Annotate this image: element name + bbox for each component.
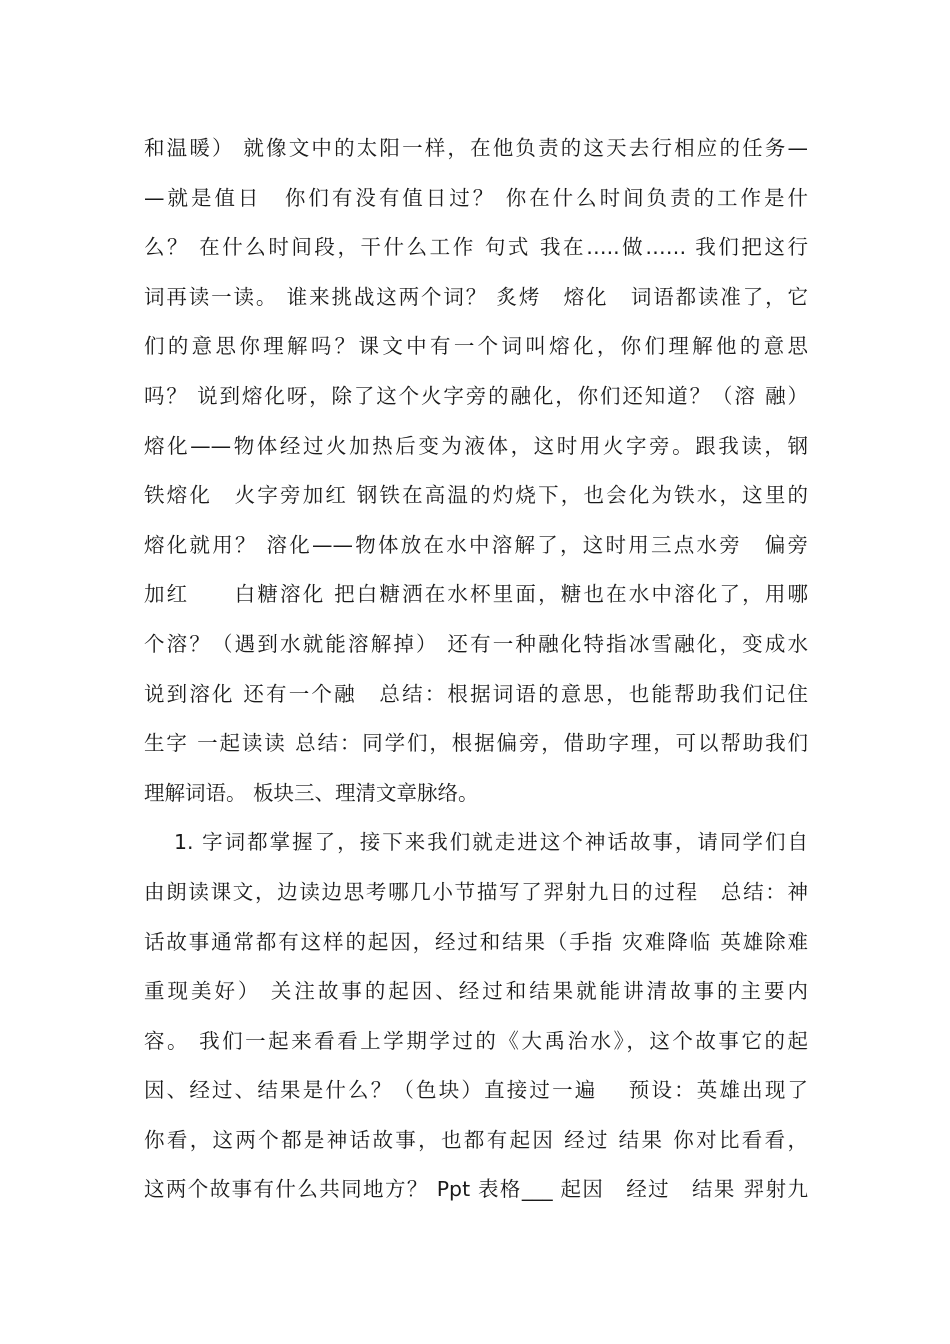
text-line: 熔化——物体经过火加热后变为液体，这时用火字旁。跟我读，钢 xyxy=(144,433,808,458)
text-line: 加红 白糖溶化 把白糖洒在水杯里面，糖也在水中溶化了，用哪 xyxy=(144,582,808,607)
text-line: 么？ 在什么时间段，干什么工作 句式 我在…..做…… 我们把这行 xyxy=(144,235,808,260)
text-line: 1. 字词都掌握了，接下来我们就走进这个神话故事，请同学们自 xyxy=(174,830,808,855)
text-line: 容。 我们一起来看看上学期学过的《大禹治水》，这个故事它的起 xyxy=(144,1028,808,1053)
body-text xyxy=(144,124,808,1215)
text-line: —就是值日 你们有没有值日过？ 你在什么时间负责的工作是什 xyxy=(144,185,808,210)
text-line: 熔化就用？ 溶化——物体放在水中溶解了，这时用三点水旁 偏旁 xyxy=(144,532,808,557)
text-line: 理解词语。 板块三、理清文章脉络。 xyxy=(144,780,479,805)
text-line: 生字 一起读读 总结：同学们，根据偏旁，借助字理，可以帮助我们 xyxy=(144,731,808,756)
text-line: 话故事通常都有这样的起因，经过和结果（手指 灾难降临 英雄除难 xyxy=(144,929,808,954)
text-line: 说到溶化 还有一个融 总结：根据词语的意思，也能帮助我们记住 xyxy=(144,681,808,706)
text-line: 铁熔化 火字旁加红 钢铁在高温的灼烧下，也会化为铁水，这里的 xyxy=(144,483,808,508)
text-line: 这两个故事有什么共同地方？ Ppt 表格___ 起因 经过 结果 羿射九 xyxy=(144,1177,808,1202)
text-line: 们的意思你理解吗？课文中有一个词叫熔化，你们理解他的意思 xyxy=(144,334,808,359)
text-line: 个溶？（遇到水就能溶解掉） 还有一种融化特指冰雪融化，变成水 xyxy=(144,631,808,656)
text-line: 因、经过、结果是什么？（色块）直接过一遍 预设：英雄出现了 xyxy=(144,1078,808,1103)
text-line: 吗？ 说到熔化呀，除了这个火字旁的融化，你们还知道？（溶 融） xyxy=(144,383,808,408)
text-line: 词再读一读。 谁来挑战这两个词？ 炙烤 熔化 词语都读准了，它 xyxy=(144,284,808,309)
text-line: 和温暖） 就像文中的太阳一样，在他负责的这天去行相应的任务— xyxy=(144,136,808,160)
text-line: 由朗读课文，边读边思考哪几小节描写了羿射九日的过程 总结：神 xyxy=(144,879,808,904)
text-line: 重现美好） 关注故事的起因、经过和结果就能讲清故事的主要内 xyxy=(144,979,808,1004)
text-line: 你看，这两个都是神话故事，也都有起因 经过 结果 你对比看看， xyxy=(144,1127,808,1152)
